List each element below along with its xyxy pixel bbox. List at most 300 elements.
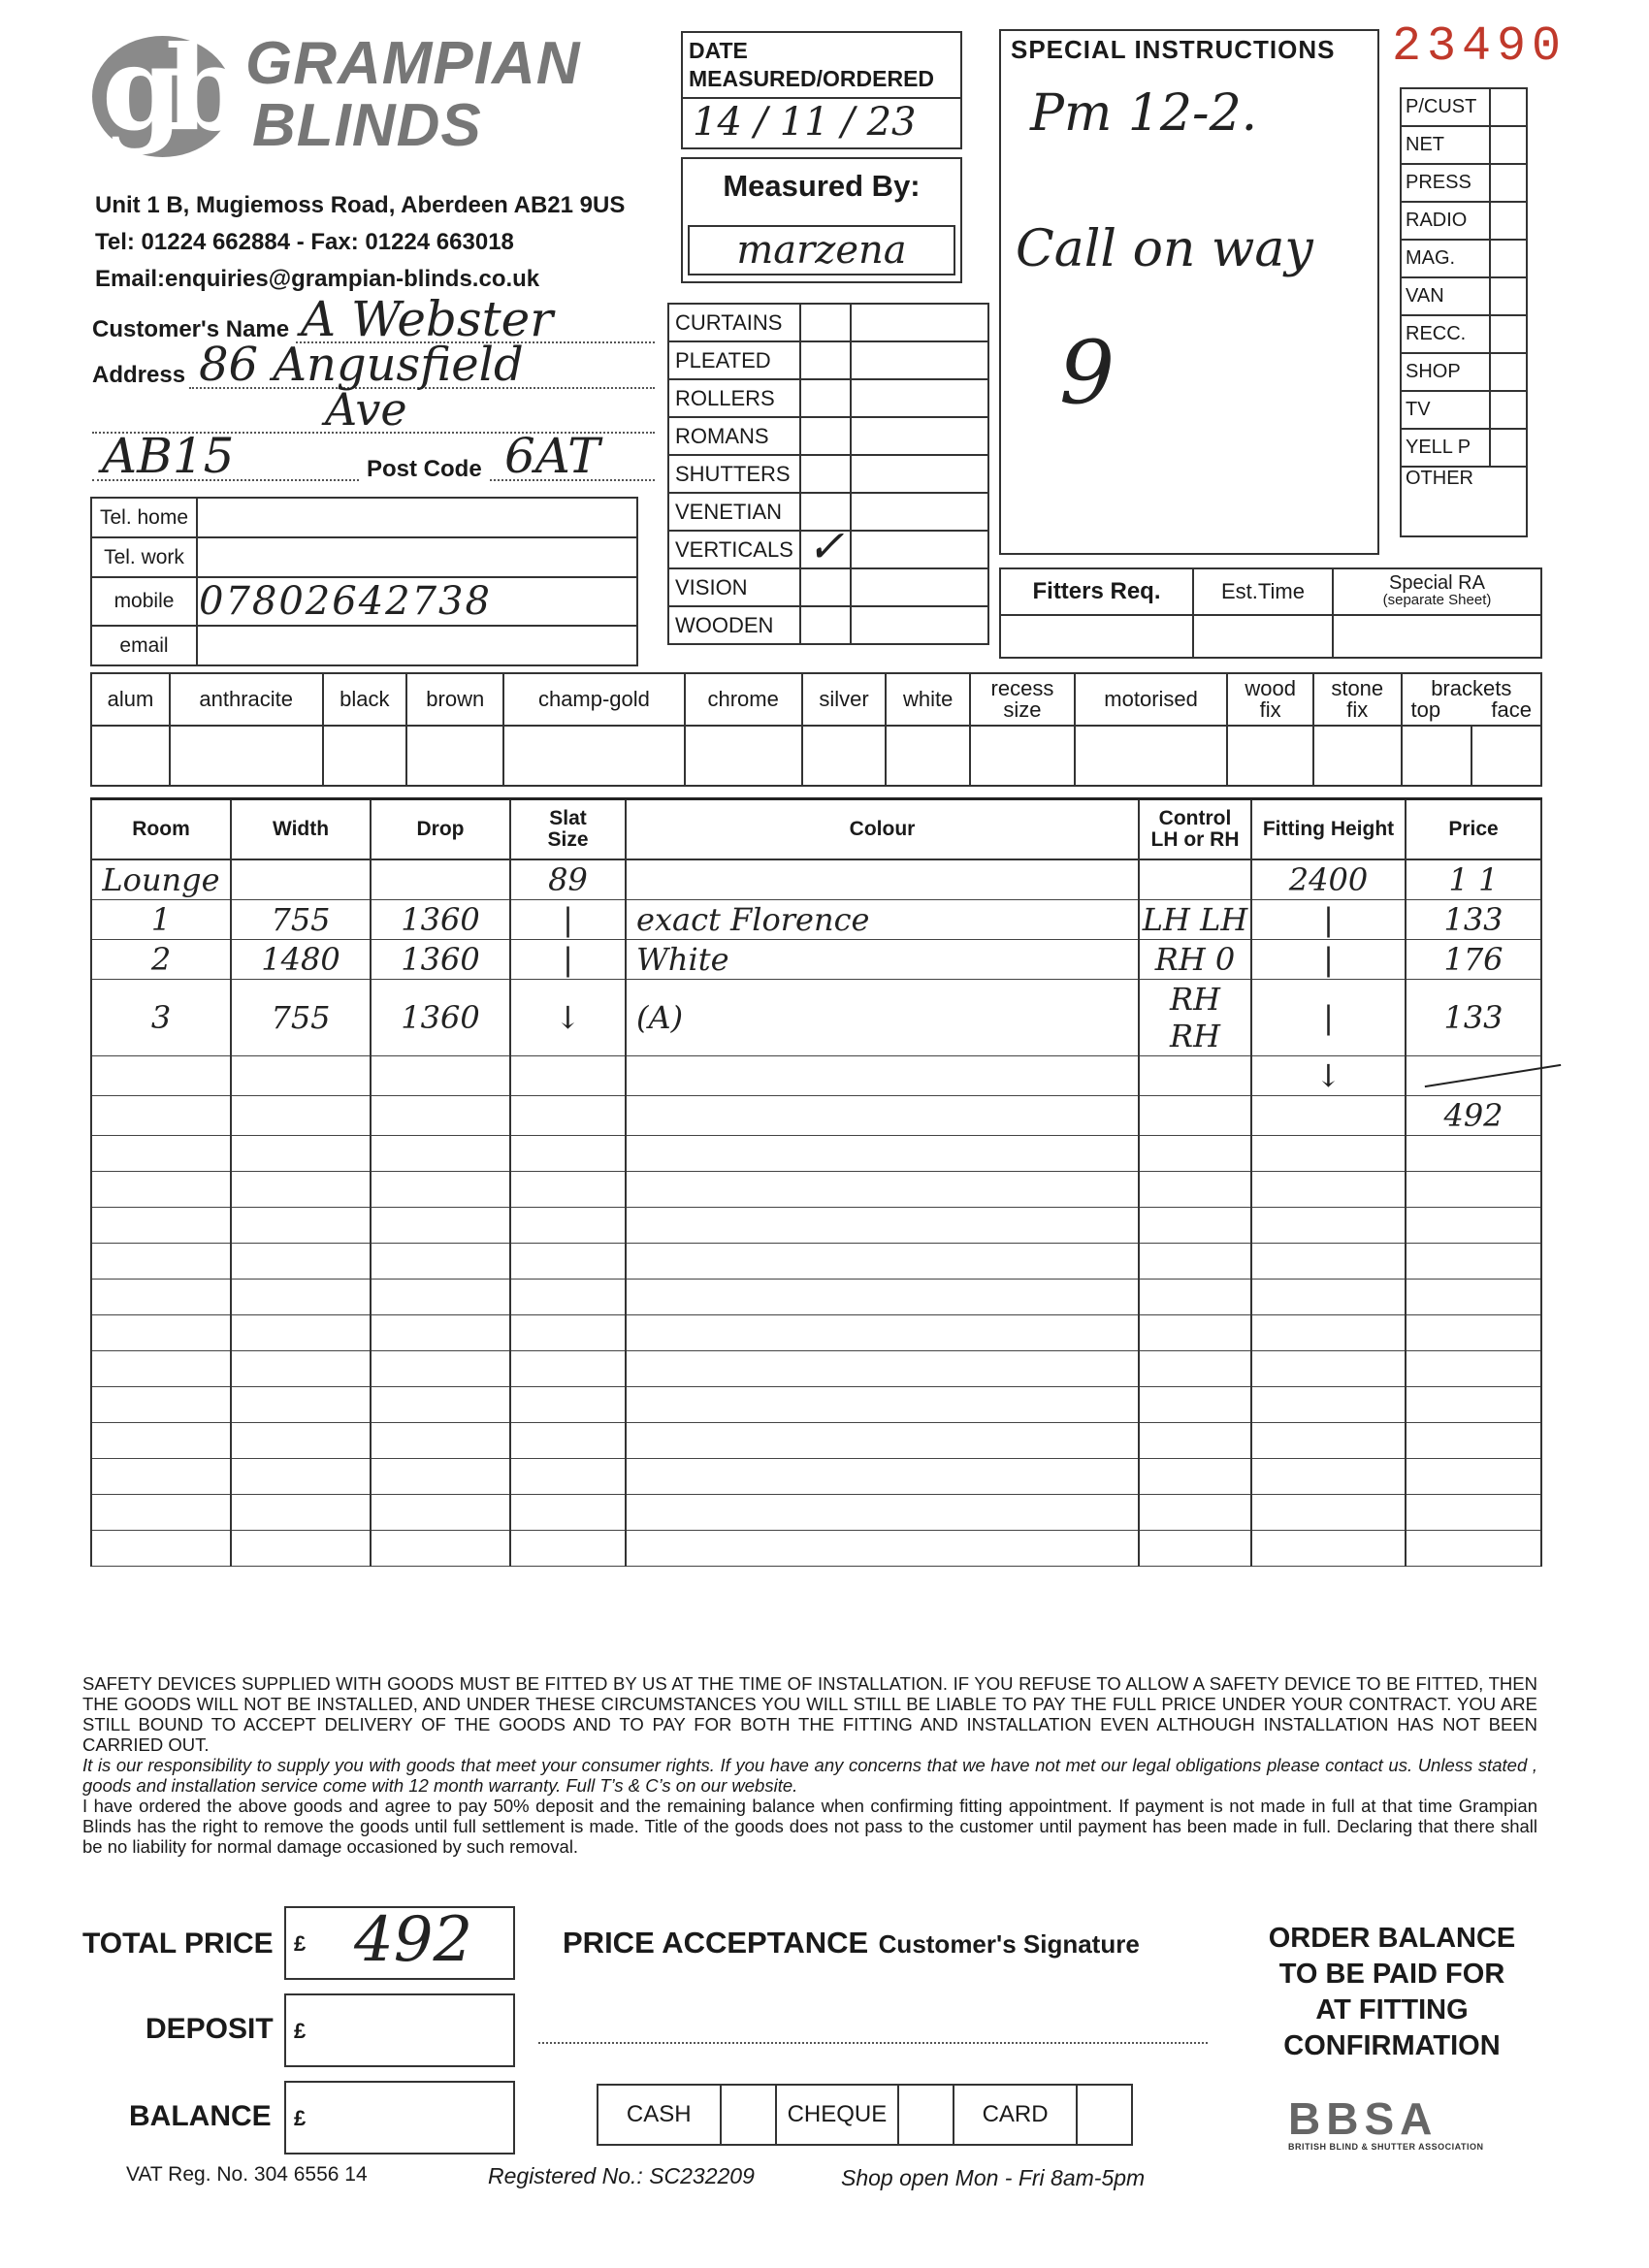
cell-control[interactable] xyxy=(1139,1459,1251,1495)
cell-drop[interactable]: 1360 xyxy=(371,940,510,980)
date-box xyxy=(681,31,962,149)
colour-option-value[interactable] xyxy=(170,726,323,786)
cell-width[interactable]: 1480 xyxy=(231,940,371,980)
colour-options xyxy=(90,672,1542,787)
company-name-line1: GRAMPIAN xyxy=(245,30,581,97)
cell-drop[interactable] xyxy=(371,1351,510,1387)
cell-width[interactable]: 755 xyxy=(231,900,371,940)
measured-by-value: marzena xyxy=(736,228,907,273)
blind-type-checkbox[interactable] xyxy=(800,520,852,572)
cell-drop[interactable] xyxy=(371,1244,510,1280)
blind-type-label: ROLLERS xyxy=(668,379,800,417)
cell-width[interactable] xyxy=(231,1172,371,1208)
company-contact xyxy=(95,187,625,298)
logo-letters: gb xyxy=(102,20,230,157)
col-colour: Colour xyxy=(626,799,1139,860)
cell-control[interactable] xyxy=(1139,1056,1251,1096)
est-time-label: Est.Time xyxy=(1193,568,1333,615)
email-label: email xyxy=(91,626,197,665)
cell-slat[interactable] xyxy=(510,1387,626,1423)
cell-room[interactable] xyxy=(91,1495,231,1531)
blind-type-notes[interactable] xyxy=(851,568,988,606)
cell-drop[interactable] xyxy=(371,1531,510,1567)
blind-type-label: VERTICALS xyxy=(668,531,800,568)
blind-type-label: SHUTTERS xyxy=(668,455,800,493)
cell-width[interactable] xyxy=(231,1531,371,1567)
colour-option-value[interactable] xyxy=(91,726,170,786)
cell-room[interactable]: Lounge xyxy=(91,859,231,900)
cell-price[interactable] xyxy=(1406,1244,1541,1280)
company-logo xyxy=(92,20,581,160)
source-option-label: TV xyxy=(1401,391,1490,429)
cell-price[interactable]: 133 xyxy=(1406,900,1541,940)
cell-price[interactable] xyxy=(1406,1315,1541,1351)
cell-fitting[interactable] xyxy=(1251,1244,1406,1280)
company-email: Email:enquiries@grampian-blinds.co.uk xyxy=(95,266,540,292)
cell-room[interactable] xyxy=(91,1280,231,1315)
brackets-face-label: face xyxy=(1491,697,1532,722)
customer-details xyxy=(92,291,660,493)
cell-colour[interactable] xyxy=(626,1096,1139,1136)
cell-slat[interactable] xyxy=(510,1531,626,1567)
col-control: Control LH or RH xyxy=(1139,799,1251,860)
payment-cash-checkbox[interactable] xyxy=(721,2085,776,2145)
cell-colour[interactable]: exact Florence xyxy=(626,900,1139,940)
cell-fitting[interactable]: ↓ xyxy=(1251,1056,1406,1096)
colour-option-value[interactable] xyxy=(1227,726,1313,786)
terms-responsibility: It is our responsibility to supply you with goods that meet your consumer rights. If you have any concerns that we have not met our legal obligations please contact us. Unless stated , goods and installation service come with 12 month warranty. Full T’s & C’s on our website. xyxy=(82,1755,1537,1796)
cell-room[interactable]: 1 xyxy=(91,900,231,940)
source-option-checkbox[interactable] xyxy=(1490,164,1527,202)
cell-fitting[interactable]: | xyxy=(1251,940,1406,980)
customer-name-value[interactable]: A Webster xyxy=(301,291,554,347)
colour-option-label: anthracite xyxy=(170,673,323,726)
blind-type-notes[interactable] xyxy=(851,379,988,417)
cell-slat[interactable] xyxy=(510,1315,626,1351)
cell-price[interactable] xyxy=(1406,1495,1541,1531)
cell-room[interactable] xyxy=(91,1056,231,1096)
cell-width[interactable] xyxy=(231,1351,371,1387)
cell-slat[interactable] xyxy=(510,1172,626,1208)
phone-table xyxy=(90,497,638,666)
balance-currency: £ xyxy=(294,2106,307,2130)
source-option-label: RECC. xyxy=(1401,315,1490,353)
total-currency: £ xyxy=(294,1931,307,1956)
col-width: Width xyxy=(231,799,371,860)
cell-colour[interactable] xyxy=(626,1056,1139,1096)
blind-type-notes[interactable] xyxy=(851,341,988,379)
cell-drop[interactable] xyxy=(371,1056,510,1096)
cell-width[interactable] xyxy=(231,1459,371,1495)
fitters-table xyxy=(999,567,1542,659)
cell-control[interactable] xyxy=(1139,859,1251,900)
special-ra-cell xyxy=(1333,568,1541,615)
blind-type-notes[interactable] xyxy=(851,455,988,493)
cell-slat[interactable] xyxy=(510,1423,626,1459)
colour-option-label: wood fix xyxy=(1227,673,1313,726)
cell-control[interactable] xyxy=(1139,1208,1251,1244)
customer-name-label: Customer's Name xyxy=(92,316,290,342)
address-line3[interactable]: AB15 xyxy=(102,428,235,484)
colour-option-label: white xyxy=(886,673,970,726)
cell-room[interactable] xyxy=(91,1531,231,1567)
cell-price[interactable]: 492 xyxy=(1406,1096,1541,1136)
cell-drop[interactable] xyxy=(371,1423,510,1459)
blind-type-checkbox[interactable] xyxy=(800,455,852,493)
cell-colour[interactable] xyxy=(626,1244,1139,1280)
balance-label: BALANCE xyxy=(129,2100,272,2132)
table-row xyxy=(91,940,1541,980)
cell-fitting[interactable]: 2400 xyxy=(1251,859,1406,900)
colour-option-value[interactable] xyxy=(406,726,503,786)
cell-room[interactable] xyxy=(91,1096,231,1136)
col-price: Price xyxy=(1406,799,1541,860)
cell-drop[interactable]: 1360 xyxy=(371,980,510,1056)
table-row xyxy=(91,1280,1541,1315)
colour-option-value[interactable] xyxy=(886,726,970,786)
blind-types xyxy=(667,303,989,645)
table-row xyxy=(91,900,1541,940)
cell-control[interactable] xyxy=(1139,1172,1251,1208)
cell-fitting[interactable] xyxy=(1251,1495,1406,1531)
table-row xyxy=(91,1423,1541,1459)
cell-fitting[interactable]: | xyxy=(1251,980,1406,1056)
mobile-label: mobile xyxy=(91,577,197,626)
cell-fitting[interactable] xyxy=(1251,1459,1406,1495)
address-line1[interactable]: 86 Angusfield xyxy=(199,338,524,392)
cell-price[interactable] xyxy=(1406,1208,1541,1244)
cell-width[interactable] xyxy=(231,1136,371,1172)
source-option-label: NET xyxy=(1401,126,1490,164)
blind-type-label: CURTAINS xyxy=(668,304,800,341)
registered-number: Registered No.: SC232209 xyxy=(488,2163,755,2188)
source-option-label: YELL P xyxy=(1401,429,1490,467)
special-instructions-line2: Call on way xyxy=(1016,220,1313,278)
brackets-top-value[interactable] xyxy=(1402,726,1471,786)
cell-room[interactable] xyxy=(91,1459,231,1495)
cell-width[interactable] xyxy=(231,1387,371,1423)
cell-drop[interactable] xyxy=(371,1459,510,1495)
blind-type-notes[interactable] xyxy=(851,531,988,568)
cell-width[interactable] xyxy=(231,1280,371,1315)
source-option-checkbox[interactable] xyxy=(1490,353,1527,391)
cell-width[interactable]: 755 xyxy=(231,980,371,1056)
cell-slat[interactable]: | xyxy=(510,900,626,940)
cell-colour[interactable]: White xyxy=(626,940,1139,980)
table-row xyxy=(91,1096,1541,1136)
cell-fitting[interactable] xyxy=(1251,1136,1406,1172)
cell-drop[interactable] xyxy=(371,1280,510,1315)
blind-type-checkbox[interactable] xyxy=(800,304,852,341)
cell-slat[interactable] xyxy=(510,1459,626,1495)
special-ra-sub: (separate Sheet) xyxy=(1382,592,1492,608)
company-address: Unit 1 B, Mugiemoss Road, Aberdeen AB21 9US xyxy=(95,192,626,218)
cell-drop[interactable] xyxy=(371,1172,510,1208)
cell-fitting[interactable] xyxy=(1251,1315,1406,1351)
source-option-label: PRESS xyxy=(1401,164,1490,202)
cell-drop[interactable] xyxy=(371,1096,510,1136)
cell-width[interactable] xyxy=(231,859,371,900)
cell-room[interactable] xyxy=(91,1136,231,1172)
cell-control[interactable]: RH 0 xyxy=(1139,940,1251,980)
terms-block xyxy=(82,1673,1537,1857)
cell-colour[interactable] xyxy=(626,1351,1139,1387)
cell-fitting[interactable] xyxy=(1251,1531,1406,1567)
cell-price[interactable] xyxy=(1406,1423,1541,1459)
col-room: Room xyxy=(91,799,231,860)
colour-option-label: brown xyxy=(406,673,503,726)
blind-type-notes[interactable] xyxy=(851,606,988,644)
cell-slat[interactable] xyxy=(510,1056,626,1096)
cell-price[interactable] xyxy=(1406,1136,1541,1172)
payment-cheque-checkbox[interactable] xyxy=(898,2085,954,2145)
colour-option-label: motorised xyxy=(1075,673,1228,726)
payment-card-label: CARD xyxy=(954,2085,1077,2145)
tel-home-value[interactable] xyxy=(197,498,637,537)
terms-agreement: I have ordered the above goods and agree to pay 50% deposit and the remaining balance when confirming fitting appointment. If payment is not made in full at that time Grampian Blinds has the right to remove the goods until full settlement is made. Title of the goods does not pass to the customer until payment has been made in full. Declaring that there shall be no liability for normal damage occasioned by such removal. xyxy=(82,1796,1537,1857)
blind-type-checkbox[interactable] xyxy=(800,341,852,379)
cell-colour[interactable] xyxy=(626,1315,1139,1351)
cell-width[interactable] xyxy=(231,1056,371,1096)
mobile-value[interactable]: 07802642738 xyxy=(197,577,637,626)
fitters-req-value[interactable] xyxy=(1000,615,1193,658)
cell-slat[interactable] xyxy=(510,1280,626,1315)
colour-option-value[interactable] xyxy=(503,726,684,786)
measured-by-value-box xyxy=(688,225,955,275)
cell-fitting[interactable] xyxy=(1251,1096,1406,1136)
measured-by-box xyxy=(681,157,962,283)
cell-control[interactable] xyxy=(1139,1136,1251,1172)
cell-colour[interactable] xyxy=(626,1136,1139,1172)
cell-colour[interactable] xyxy=(626,859,1139,900)
cell-drop[interactable]: 1360 xyxy=(371,900,510,940)
cell-room[interactable] xyxy=(91,1351,231,1387)
postcode-label: Post Code xyxy=(367,456,482,482)
special-instructions-box xyxy=(999,29,1379,555)
cell-drop[interactable] xyxy=(371,859,510,900)
cell-width[interactable] xyxy=(231,1244,371,1280)
check-icon: ✓ xyxy=(806,520,845,572)
company-name-line2: BLINDS xyxy=(252,92,482,159)
email-value[interactable] xyxy=(197,626,637,665)
cell-width[interactable] xyxy=(231,1495,371,1531)
address-line2[interactable]: Ave xyxy=(325,383,407,436)
source-option-checkbox[interactable] xyxy=(1490,391,1527,429)
cell-control[interactable] xyxy=(1139,1423,1251,1459)
blind-type-notes[interactable] xyxy=(851,493,988,531)
deposit-label: DEPOSIT xyxy=(146,2013,274,2045)
source-option-label: P/CUST xyxy=(1401,88,1490,126)
shop-hours: Shop open Mon - Fri 8am-5pm xyxy=(841,2165,1146,2190)
cell-control[interactable]: RH RH xyxy=(1139,980,1251,1056)
balance-box[interactable] xyxy=(284,2081,515,2155)
source-option-checkbox[interactable] xyxy=(1490,315,1527,353)
cell-width[interactable] xyxy=(231,1096,371,1136)
colour-option-value[interactable] xyxy=(802,726,887,786)
colour-option-label: alum xyxy=(91,673,170,726)
cell-width[interactable] xyxy=(231,1315,371,1351)
colour-option-value[interactable] xyxy=(1075,726,1228,786)
colour-option-value[interactable] xyxy=(1313,726,1402,786)
deposit-box[interactable] xyxy=(284,1993,515,2067)
cell-control[interactable] xyxy=(1139,1096,1251,1136)
cell-drop[interactable] xyxy=(371,1136,510,1172)
cell-drop[interactable] xyxy=(371,1387,510,1423)
cell-room[interactable]: 3 xyxy=(91,980,231,1056)
cell-room[interactable] xyxy=(91,1172,231,1208)
cell-control[interactable] xyxy=(1139,1244,1251,1280)
form-number: 23490 xyxy=(1392,19,1568,75)
cell-fitting[interactable] xyxy=(1251,1423,1406,1459)
blind-type-label: PLEATED xyxy=(668,341,800,379)
special-instructions-line3: 9 xyxy=(1059,322,1116,424)
cell-price[interactable] xyxy=(1406,1280,1541,1315)
blind-type-checkbox[interactable] xyxy=(800,606,852,644)
postcode-value[interactable]: 6AT xyxy=(504,428,600,484)
cell-slat[interactable]: 89 xyxy=(510,859,626,900)
cell-colour[interactable] xyxy=(626,1531,1139,1567)
cell-control[interactable] xyxy=(1139,1315,1251,1351)
special-instructions-line1: Pm 12-2. xyxy=(1030,84,1258,143)
source-option-checkbox[interactable] xyxy=(1490,202,1527,240)
cell-room[interactable] xyxy=(91,1423,231,1459)
cell-slat[interactable] xyxy=(510,1096,626,1136)
cell-fitting[interactable] xyxy=(1251,1351,1406,1387)
cell-fitting[interactable]: | xyxy=(1251,900,1406,940)
bbsa-mark: BBSA xyxy=(1288,2093,1439,2144)
cell-colour[interactable]: (A) xyxy=(626,980,1139,1056)
cell-control[interactable] xyxy=(1139,1531,1251,1567)
cell-control[interactable] xyxy=(1139,1351,1251,1387)
cell-slat[interactable] xyxy=(510,1495,626,1531)
blind-type-notes[interactable] xyxy=(851,304,988,341)
source-option-checkbox[interactable] xyxy=(1490,126,1527,164)
cell-fitting[interactable] xyxy=(1251,1172,1406,1208)
table-row xyxy=(91,1459,1541,1495)
cell-colour[interactable] xyxy=(626,1208,1139,1244)
table-row xyxy=(91,859,1541,900)
cell-control[interactable] xyxy=(1139,1495,1251,1531)
col-slat: Slat Size xyxy=(510,799,626,860)
total-price-box[interactable] xyxy=(284,1906,515,1980)
cell-slat[interactable]: ↓ xyxy=(510,980,626,1056)
colour-option-value[interactable] xyxy=(323,726,407,786)
cell-width[interactable] xyxy=(231,1208,371,1244)
table-row xyxy=(91,1495,1541,1531)
cell-control[interactable] xyxy=(1139,1387,1251,1423)
cell-colour[interactable] xyxy=(626,1172,1139,1208)
deposit-currency: £ xyxy=(294,2019,307,2043)
table-row xyxy=(91,1056,1541,1096)
cell-price[interactable]: 176 xyxy=(1406,940,1541,980)
colour-option-label: stone fix xyxy=(1313,673,1402,726)
source-option-label: MAG. xyxy=(1401,240,1490,277)
cell-price[interactable] xyxy=(1406,1531,1541,1567)
cell-slat[interactable] xyxy=(510,1136,626,1172)
colour-option-value[interactable] xyxy=(685,726,802,786)
tel-home-label: Tel. home xyxy=(91,498,197,537)
cell-width[interactable] xyxy=(231,1423,371,1459)
cell-slat[interactable] xyxy=(510,1244,626,1280)
source-option-label: VAN xyxy=(1401,277,1490,315)
source-option-label: OTHER xyxy=(1401,467,1527,536)
blind-type-checkbox[interactable] xyxy=(800,417,852,455)
cell-room[interactable] xyxy=(91,1208,231,1244)
cell-price[interactable] xyxy=(1406,1459,1541,1495)
blind-type-notes[interactable] xyxy=(851,417,988,455)
cell-room[interactable]: 2 xyxy=(91,940,231,980)
colour-option-label: champ-gold xyxy=(503,673,684,726)
table-row xyxy=(91,1351,1541,1387)
price-acceptance-sub: Customer's Signature xyxy=(878,1929,1140,1959)
blind-type-checkbox[interactable] xyxy=(800,379,852,417)
price-acceptance xyxy=(563,1926,1140,1960)
cell-price[interactable]: 1 1 xyxy=(1406,859,1541,900)
colour-option-label: recess size xyxy=(970,673,1075,726)
cell-price[interactable]: 133 xyxy=(1406,980,1541,1056)
source-options xyxy=(1400,87,1528,537)
cell-colour[interactable] xyxy=(626,1280,1139,1315)
est-time-value[interactable] xyxy=(1193,615,1333,658)
colour-option-value[interactable] xyxy=(970,726,1075,786)
cell-drop[interactable] xyxy=(371,1315,510,1351)
items-table xyxy=(90,797,1542,1567)
cell-price[interactable] xyxy=(1406,1351,1541,1387)
cell-control[interactable] xyxy=(1139,1280,1251,1315)
cell-room[interactable] xyxy=(91,1244,231,1280)
tel-work-value[interactable] xyxy=(197,537,637,577)
cell-slat[interactable] xyxy=(510,1351,626,1387)
date-label: DATE MEASURED/ORDERED xyxy=(683,33,960,99)
colour-option-label: black xyxy=(323,673,407,726)
fitters-req-label: Fitters Req. xyxy=(1000,568,1193,615)
source-option-checkbox[interactable] xyxy=(1490,429,1527,467)
payment-methods xyxy=(597,2084,1133,2146)
cell-colour[interactable] xyxy=(626,1423,1139,1459)
source-option-checkbox[interactable] xyxy=(1490,277,1527,315)
cell-fitting[interactable] xyxy=(1251,1208,1406,1244)
table-row xyxy=(91,980,1541,1056)
cell-room[interactable] xyxy=(91,1315,231,1351)
cell-price[interactable] xyxy=(1406,1056,1541,1096)
col-fitting: Fitting Height xyxy=(1251,799,1406,860)
cell-slat[interactable]: | xyxy=(510,940,626,980)
payment-card-checkbox[interactable] xyxy=(1077,2085,1132,2145)
cell-slat[interactable] xyxy=(510,1208,626,1244)
special-ra-value[interactable] xyxy=(1333,615,1541,658)
cell-fitting[interactable] xyxy=(1251,1387,1406,1423)
cell-colour[interactable] xyxy=(626,1495,1139,1531)
source-option-checkbox[interactable] xyxy=(1490,240,1527,277)
vat-number: VAT Reg. No. 304 6556 14 xyxy=(126,2163,368,2186)
cell-control[interactable]: LH LH xyxy=(1139,900,1251,940)
cell-colour[interactable] xyxy=(626,1387,1139,1423)
signature-line[interactable] xyxy=(538,2042,1208,2044)
brackets-label: brackets xyxy=(1431,676,1512,700)
table-row xyxy=(91,1172,1541,1208)
cell-colour[interactable] xyxy=(626,1459,1139,1495)
cell-drop[interactable] xyxy=(371,1208,510,1244)
cell-price[interactable] xyxy=(1406,1172,1541,1208)
cell-fitting[interactable] xyxy=(1251,1280,1406,1315)
brackets-face-value[interactable] xyxy=(1471,726,1541,786)
cell-drop[interactable] xyxy=(371,1495,510,1531)
cell-room[interactable] xyxy=(91,1387,231,1423)
source-option-checkbox[interactable] xyxy=(1490,88,1527,126)
cell-price[interactable] xyxy=(1406,1387,1541,1423)
blind-type-checkbox[interactable] xyxy=(800,568,852,606)
total-price-value: 492 xyxy=(354,1904,473,1976)
